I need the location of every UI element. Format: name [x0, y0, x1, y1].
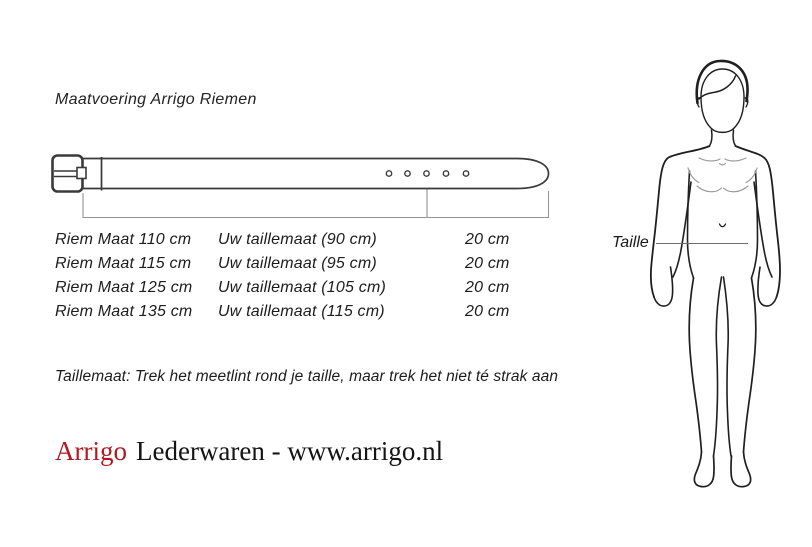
hand-right — [758, 267, 777, 306]
belt-size-cell: Riem Maat 135 cm — [55, 303, 193, 320]
leg-right-inner — [724, 277, 732, 456]
footer-text: Lederwaren - www.arrigo.nl — [135, 436, 444, 466]
ear-right — [745, 98, 748, 107]
arm-left-inner — [673, 182, 691, 277]
belt-size-cell: Riem Maat 125 cm — [55, 279, 193, 296]
waist-size-cell: Uw taillemaat (90 cm) — [218, 231, 377, 248]
face-outline — [701, 69, 744, 132]
foot-left — [694, 452, 714, 487]
body-figure — [651, 61, 780, 487]
neck — [733, 130, 735, 146]
waist-size-cell: Uw taillemaat (95 cm) — [218, 255, 377, 272]
neck — [710, 130, 712, 146]
table-row — [55, 276, 545, 300]
belt-buckle — [53, 156, 83, 192]
torso-left — [688, 171, 694, 278]
belt-size-cell: Riem Maat 110 cm — [55, 231, 192, 248]
arm-right-inner — [754, 182, 772, 277]
arm-left-outer — [651, 146, 710, 297]
torso-right — [752, 171, 758, 278]
size-table — [55, 228, 545, 324]
belt-size-cell: Riem Maat 115 cm — [55, 255, 192, 272]
belt-prong — [54, 168, 86, 179]
muscle-detail-lines — [688, 158, 757, 192]
margin-cell: 20 cm — [465, 255, 510, 272]
belt-holes — [386, 171, 468, 176]
leg-left-inner — [714, 277, 722, 456]
table-row — [55, 300, 545, 324]
page-title: Maatvoering Arrigo Riemen — [55, 91, 257, 108]
arm-right-outer — [736, 146, 781, 297]
ear-left — [697, 98, 700, 107]
hand-left — [654, 267, 673, 306]
table-row — [55, 228, 545, 252]
leg-right-outer — [744, 278, 756, 452]
measurement-bracket — [83, 178, 549, 218]
hair-swoosh — [699, 76, 736, 99]
margin-cell: 20 cm — [465, 279, 510, 296]
margin-cell: 20 cm — [465, 231, 510, 248]
table-row — [55, 252, 545, 276]
hair — [697, 61, 748, 103]
foot-right — [731, 452, 751, 487]
belt-illustration — [53, 156, 549, 192]
brand-name: Arrigo — [55, 436, 127, 466]
waist-size-cell: Uw taillemaat (105 cm) — [218, 279, 387, 296]
navel — [720, 224, 726, 227]
belt-strap — [82, 159, 549, 189]
brand-footer — [55, 436, 443, 467]
waist-size-cell: Uw taillemaat (115 cm) — [218, 303, 385, 320]
waist-label: Taille — [612, 234, 649, 251]
measuring-instruction: Taillemaat: Trek het meetlint rond je taille, maar trek het niet té strak aan — [55, 368, 559, 385]
margin-cell: 20 cm — [465, 303, 510, 320]
leg-left-outer — [689, 278, 701, 452]
